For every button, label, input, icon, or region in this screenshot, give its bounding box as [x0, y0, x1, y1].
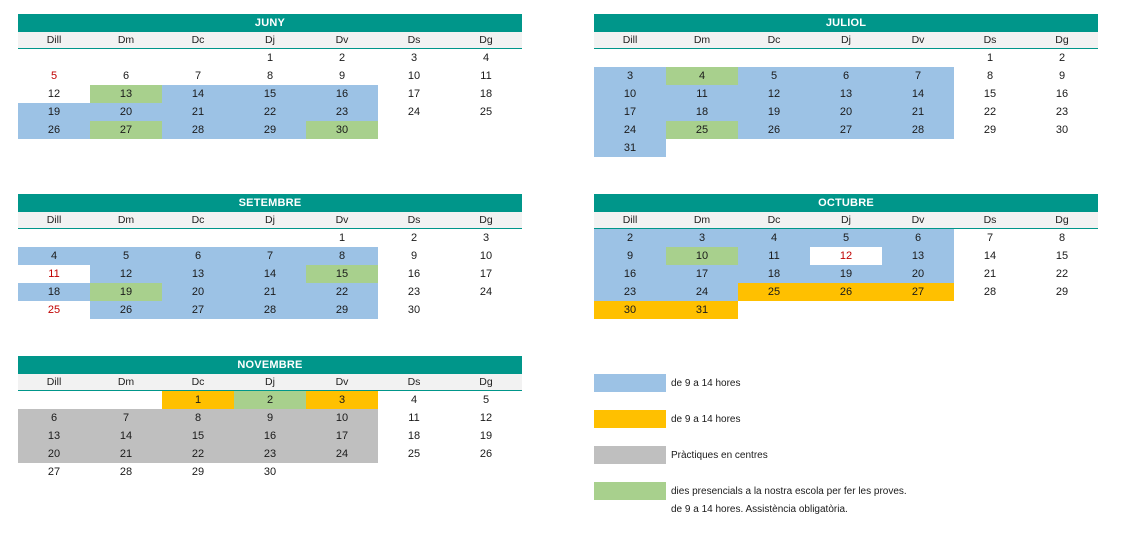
empty-cell: [162, 49, 234, 67]
weekday-label: Dc: [767, 214, 781, 226]
empty-cell: [18, 49, 90, 67]
day-cell: 14: [234, 265, 306, 283]
day-cell: 12: [738, 85, 810, 103]
weekday-label: Ds: [983, 214, 997, 226]
weekday-label: Ds: [407, 34, 421, 46]
day-cell: 1: [338, 232, 346, 244]
empty-cell: [90, 49, 162, 67]
weekday-label: Dj: [265, 34, 275, 46]
day-cell: 20: [90, 103, 162, 121]
weekday-label: Dg: [479, 214, 493, 226]
weekday-label: Ds: [983, 34, 997, 46]
weekday-header: [594, 32, 1098, 49]
day-cell: 30: [407, 304, 421, 316]
day-cell: 9: [234, 409, 306, 427]
weekday-label: Dm: [693, 214, 711, 226]
day-cell: 5: [738, 67, 810, 85]
day-cell: 16: [1055, 88, 1069, 100]
empty-cell: [666, 49, 738, 67]
legend-label: dies presencials a la nostra escola per fer les proves.: [671, 485, 907, 497]
weekday-header: [594, 212, 1098, 229]
day-grid: [18, 229, 522, 319]
empty-cell: [594, 49, 666, 67]
day-cell: 23: [306, 103, 378, 121]
day-cell: 15: [306, 265, 378, 283]
day-cell: 4: [18, 247, 90, 265]
day-cell: 26: [738, 121, 810, 139]
day-cell: 10: [594, 85, 666, 103]
month-title: NOVEMBRE: [18, 356, 522, 374]
day-cell: 10: [479, 250, 493, 262]
day-cell: 5: [90, 247, 162, 265]
weekday-label: Dg: [1055, 214, 1069, 226]
day-cell: 12: [479, 412, 493, 424]
day-cell: 25: [738, 283, 810, 301]
day-cell: 28: [119, 466, 133, 478]
day-cell: 24: [306, 445, 378, 463]
weekday-header: [18, 32, 522, 49]
day-cell: 14: [90, 427, 162, 445]
day-cell: 30: [306, 121, 378, 139]
day-cell: 29: [234, 121, 306, 139]
day-cell: 26: [479, 448, 493, 460]
day-cell: 9: [1058, 70, 1066, 82]
day-cell: 25: [479, 106, 493, 118]
legend-swatch-orange: [594, 410, 666, 428]
calendar-juliol: [594, 14, 1098, 157]
day-cell: 26: [18, 121, 90, 139]
day-cell: 6: [810, 67, 882, 85]
calendar-juny: [18, 14, 522, 139]
legend-item-blue: [594, 374, 741, 392]
weekday-label: Dj: [265, 214, 275, 226]
day-cell: 28: [882, 121, 954, 139]
day-cell: 19: [479, 430, 493, 442]
day-cell: 3: [482, 232, 490, 244]
weekday-label: Dj: [841, 34, 851, 46]
weekday-label: Dill: [622, 214, 638, 226]
day-cell: 23: [1055, 106, 1069, 118]
day-cell: 21: [162, 103, 234, 121]
day-cell: 20: [810, 103, 882, 121]
day-cell: 17: [407, 88, 421, 100]
day-cell: 21: [90, 445, 162, 463]
day-cell: 30: [263, 466, 277, 478]
day-cell: 20: [18, 445, 90, 463]
day-cell: 16: [594, 265, 666, 283]
weekday-label: Ds: [407, 214, 421, 226]
day-cell: 11: [666, 85, 738, 103]
day-cell: 3: [410, 52, 418, 64]
day-cell: 4: [666, 67, 738, 85]
day-cell: 12: [90, 265, 162, 283]
weekday-label: Dv: [911, 214, 925, 226]
day-cell: 24: [479, 286, 493, 298]
day-cell: 12: [839, 250, 853, 262]
day-cell: 22: [162, 445, 234, 463]
day-cell: 31: [594, 139, 666, 157]
day-cell: 24: [666, 283, 738, 301]
legend-label: de 9 a 14 hores: [671, 377, 741, 389]
day-cell: 2: [234, 391, 306, 409]
day-cell: 6: [162, 247, 234, 265]
weekday-label: Dc: [191, 214, 205, 226]
day-cell: 5: [810, 229, 882, 247]
day-cell: 4: [738, 229, 810, 247]
day-cell: 11: [408, 412, 420, 424]
weekday-label: Dill: [46, 214, 62, 226]
month-title: JUNY: [18, 14, 522, 32]
weekday-label: Dc: [191, 34, 205, 46]
weekday-header: [18, 212, 522, 229]
legend-swatch-gray: [594, 446, 666, 464]
day-cell: 8: [306, 247, 378, 265]
day-cell: 5: [50, 70, 58, 82]
weekday-label: Dj: [265, 376, 275, 388]
weekday-label: Dm: [117, 376, 135, 388]
weekday-header: [18, 374, 522, 391]
day-cell: 3: [666, 229, 738, 247]
day-cell: 18: [407, 430, 421, 442]
weekday-label: Dg: [1055, 34, 1069, 46]
legend-swatch-green: [594, 482, 666, 500]
day-cell: 19: [90, 283, 162, 301]
day-cell: 13: [162, 265, 234, 283]
weekday-label: Dv: [335, 376, 349, 388]
weekday-label: Ds: [407, 376, 421, 388]
day-cell: 2: [1058, 52, 1066, 64]
day-cell: 2: [594, 229, 666, 247]
day-cell: 9: [594, 247, 666, 265]
day-cell: 16: [407, 268, 421, 280]
day-cell: 25: [666, 121, 738, 139]
day-cell: 26: [810, 283, 882, 301]
day-cell: 5: [482, 394, 490, 406]
day-cell: 3: [306, 391, 378, 409]
day-cell: 14: [983, 250, 997, 262]
day-cell: 28: [162, 121, 234, 139]
day-cell: 7: [90, 409, 162, 427]
weekday-label: Dm: [693, 34, 711, 46]
day-cell: 7: [882, 67, 954, 85]
day-cell: 22: [234, 103, 306, 121]
day-cell: 14: [162, 85, 234, 103]
day-cell: 21: [234, 283, 306, 301]
day-cell: 6: [122, 70, 130, 82]
day-cell: 15: [234, 85, 306, 103]
day-cell: 6: [882, 229, 954, 247]
day-cell: 11: [738, 247, 810, 265]
day-cell: 1: [986, 52, 994, 64]
day-cell: 27: [810, 121, 882, 139]
day-cell: 16: [234, 427, 306, 445]
empty-cell: [90, 229, 162, 247]
day-cell: 31: [666, 301, 738, 319]
day-cell: 21: [882, 103, 954, 121]
day-cell: 19: [810, 265, 882, 283]
day-cell: 13: [90, 85, 162, 103]
day-cell: 22: [1055, 268, 1069, 280]
day-cell: 22: [983, 106, 997, 118]
day-cell: 21: [983, 268, 997, 280]
day-grid: [18, 391, 522, 481]
day-cell: 25: [407, 448, 421, 460]
day-cell: 23: [594, 283, 666, 301]
day-cell: 11: [480, 70, 492, 82]
calendar-octubre: [594, 194, 1098, 319]
day-cell: 9: [338, 70, 346, 82]
empty-cell: [90, 391, 162, 409]
day-cell: 18: [479, 88, 493, 100]
weekday-label: Dv: [911, 34, 925, 46]
legend-item-orange: [594, 410, 741, 428]
day-cell: 8: [986, 70, 994, 82]
day-cell: 2: [338, 52, 346, 64]
empty-cell: [234, 229, 306, 247]
day-cell: 27: [90, 121, 162, 139]
weekday-label: Dg: [479, 376, 493, 388]
day-grid: [18, 49, 522, 139]
empty-cell: [18, 391, 90, 409]
day-cell: 8: [162, 409, 234, 427]
day-cell: 28: [983, 286, 997, 298]
day-cell: 23: [234, 445, 306, 463]
day-cell: 7: [234, 247, 306, 265]
weekday-label: Dc: [767, 34, 781, 46]
month-title: SETEMBRE: [18, 194, 522, 212]
day-cell: 13: [882, 247, 954, 265]
day-cell: 19: [18, 103, 90, 121]
day-cell: 15: [162, 427, 234, 445]
day-cell: 13: [810, 85, 882, 103]
day-cell: 7: [986, 232, 994, 244]
empty-cell: [18, 229, 90, 247]
legend-label: de 9 a 14 hores: [671, 413, 741, 425]
day-cell: 8: [266, 70, 274, 82]
day-cell: 10: [407, 70, 421, 82]
empty-cell: [738, 49, 810, 67]
day-cell: 11: [48, 268, 60, 280]
day-cell: 28: [234, 301, 306, 319]
day-cell: 29: [1055, 286, 1069, 298]
day-cell: 14: [882, 85, 954, 103]
weekday-label: Dj: [841, 214, 851, 226]
day-cell: 20: [162, 283, 234, 301]
day-cell: 8: [1058, 232, 1066, 244]
day-cell: 29: [983, 124, 997, 136]
day-cell: 17: [479, 268, 493, 280]
day-cell: 2: [410, 232, 418, 244]
day-cell: 29: [306, 301, 378, 319]
day-cell: 18: [18, 283, 90, 301]
weekday-label: Dv: [335, 34, 349, 46]
weekday-label: Dv: [335, 214, 349, 226]
day-cell: 9: [410, 250, 418, 262]
weekday-label: Dg: [479, 34, 493, 46]
day-cell: 4: [482, 52, 490, 64]
day-cell: 1: [162, 391, 234, 409]
day-grid: [594, 229, 1098, 319]
day-cell: 27: [47, 466, 61, 478]
day-cell: 12: [47, 88, 61, 100]
day-cell: 17: [594, 103, 666, 121]
day-cell: 6: [18, 409, 90, 427]
day-cell: 3: [594, 67, 666, 85]
day-cell: 18: [666, 103, 738, 121]
month-title: JULIOL: [594, 14, 1098, 32]
weekday-label: Dill: [622, 34, 638, 46]
day-cell: 15: [983, 88, 997, 100]
day-cell: 30: [594, 301, 666, 319]
weekday-label: Dc: [191, 376, 205, 388]
day-cell: 23: [407, 286, 421, 298]
legend-label: Pràctiques en centres: [671, 449, 768, 461]
calendar-novembre: [18, 356, 522, 481]
day-cell: 18: [738, 265, 810, 283]
empty-cell: [810, 49, 882, 67]
day-cell: 10: [666, 247, 738, 265]
weekday-label: Dill: [46, 34, 62, 46]
day-cell: 24: [594, 121, 666, 139]
day-cell: 17: [666, 265, 738, 283]
legend-swatch-blue: [594, 374, 666, 392]
day-cell: 17: [306, 427, 378, 445]
day-cell: 26: [90, 301, 162, 319]
day-cell: 19: [738, 103, 810, 121]
day-cell: 1: [266, 52, 274, 64]
day-cell: 4: [410, 394, 418, 406]
weekday-label: Dill: [46, 376, 62, 388]
weekday-label: Dm: [117, 34, 135, 46]
day-cell: 16: [306, 85, 378, 103]
empty-cell: [162, 229, 234, 247]
day-cell: 15: [1055, 250, 1069, 262]
day-cell: 10: [306, 409, 378, 427]
day-cell: 22: [306, 283, 378, 301]
legend-item-green: [594, 482, 907, 500]
day-cell: 29: [191, 466, 205, 478]
weekday-label: Dm: [117, 214, 135, 226]
calendar-setembre: [18, 194, 522, 319]
empty-cell: [882, 49, 954, 67]
day-cell: 24: [407, 106, 421, 118]
legend-item-gray: [594, 446, 768, 464]
day-cell: 27: [162, 301, 234, 319]
day-cell: 13: [18, 427, 90, 445]
day-cell: 7: [194, 70, 202, 82]
day-cell: 25: [47, 304, 61, 316]
day-cell: 20: [882, 265, 954, 283]
day-cell: 27: [882, 283, 954, 301]
month-title: OCTUBRE: [594, 194, 1098, 212]
day-cell: 30: [1055, 124, 1069, 136]
day-grid: [594, 49, 1098, 157]
legend-label-line2: de 9 a 14 hores. Assistència obligatòria.: [671, 504, 848, 515]
